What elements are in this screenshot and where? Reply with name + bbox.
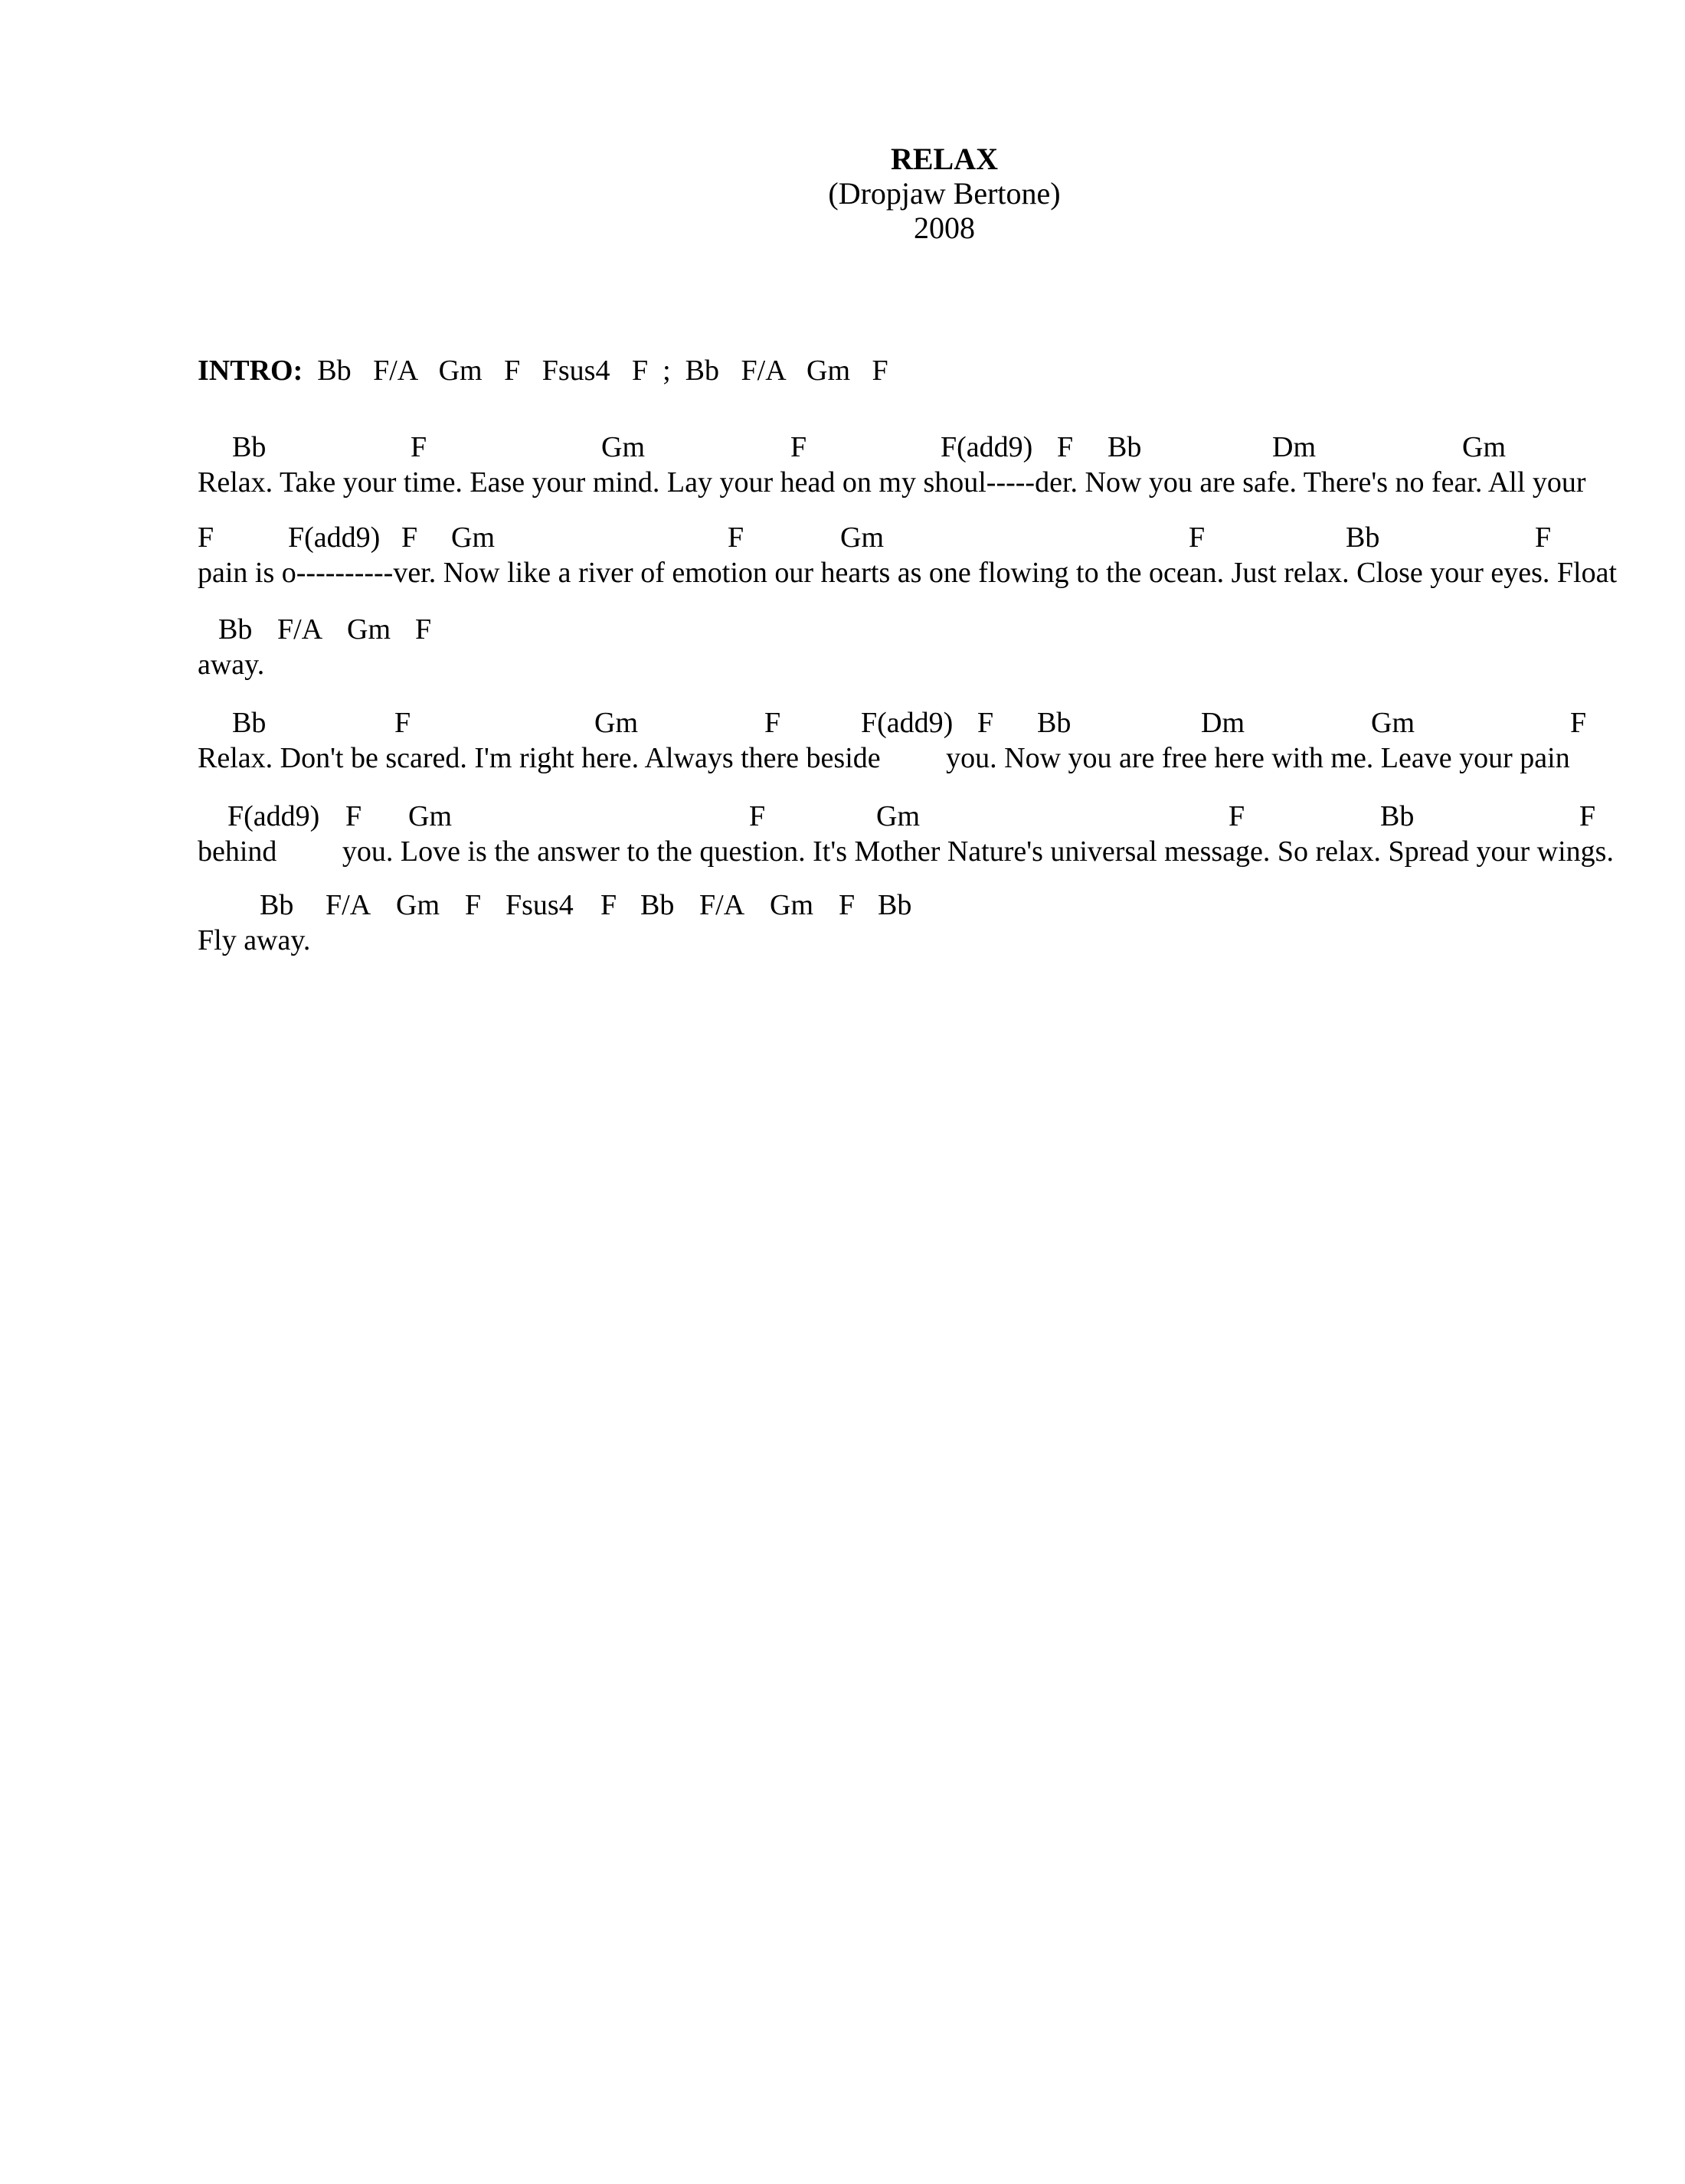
chord: F bbox=[839, 889, 856, 921]
chord: F bbox=[728, 521, 744, 554]
chord: F bbox=[764, 707, 781, 739]
intro-line bbox=[198, 354, 888, 387]
chord: Gm bbox=[594, 707, 638, 739]
chord: Bb bbox=[232, 431, 267, 463]
chord: F bbox=[1057, 431, 1074, 463]
chord: F bbox=[1229, 800, 1245, 832]
chord: F bbox=[1535, 521, 1552, 554]
chord: Bb bbox=[1380, 800, 1415, 832]
chord: F(add9) bbox=[288, 521, 381, 554]
chord: Bb bbox=[1037, 707, 1072, 739]
song-author: (Dropjaw Bertone) bbox=[828, 176, 1061, 211]
chord: Bb bbox=[218, 613, 253, 646]
intro-label: INTRO: bbox=[198, 355, 303, 387]
chord: F(add9) bbox=[227, 800, 320, 832]
chord: Gm bbox=[451, 521, 495, 554]
chord: Gm bbox=[1462, 431, 1506, 463]
chord: Gm bbox=[601, 431, 645, 463]
chord: F bbox=[394, 707, 411, 739]
song-title: RELAX bbox=[890, 142, 999, 176]
chord: F bbox=[411, 431, 427, 463]
chord: Gm bbox=[1371, 707, 1415, 739]
chord: F bbox=[198, 521, 214, 554]
chord: F(add9) bbox=[941, 431, 1033, 463]
chord: Bb bbox=[640, 889, 675, 921]
chord: F bbox=[1570, 707, 1587, 739]
chord: Bb bbox=[260, 889, 294, 921]
chord: F bbox=[790, 431, 807, 463]
chord: F/A bbox=[277, 613, 323, 646]
chord: Gm bbox=[840, 521, 884, 554]
chord: F bbox=[345, 800, 362, 832]
chord: F bbox=[977, 707, 994, 739]
chord: F/A bbox=[326, 889, 371, 921]
chord: F bbox=[600, 889, 617, 921]
chord: Gm bbox=[347, 613, 391, 646]
lyric-line: Fly away. bbox=[198, 924, 311, 956]
chord: Dm bbox=[1272, 431, 1316, 463]
chord: Bb bbox=[1108, 431, 1142, 463]
chord: Bb bbox=[1346, 521, 1380, 554]
song-year: 2008 bbox=[914, 211, 975, 245]
chord: F bbox=[749, 800, 766, 832]
chord: Fsus4 bbox=[506, 889, 574, 921]
lyric-line: away. bbox=[198, 649, 265, 681]
chord: F/A bbox=[699, 889, 745, 921]
chord: F bbox=[1189, 521, 1206, 554]
chord: F bbox=[415, 613, 432, 646]
chord: F bbox=[401, 521, 418, 554]
chord: F bbox=[1579, 800, 1596, 832]
chord: Gm bbox=[770, 889, 813, 921]
lyric-line: pain is o----------ver. Now like a river of emotion our hearts as one flowing to the ocean. Just relax. Close your eyes. Float bbox=[198, 557, 1618, 589]
chord: Bb bbox=[232, 707, 267, 739]
chord: F bbox=[465, 889, 482, 921]
lyric-line: Relax. Don't be scared. I'm right here. Always there beside you. Now you are free here with me. Leave your pain bbox=[198, 742, 1570, 774]
lyric-line: Relax. Take your time. Ease your mind. Lay your head on my shoul-----der. Now you are safe. There's no fear. All your bbox=[198, 466, 1586, 499]
chord: Gm bbox=[876, 800, 920, 832]
intro-chords: Bb F/A Gm F Fsus4 F ; Bb F/A Gm F bbox=[303, 355, 888, 387]
lyric-line: behind you. Love is the answer to the question. It's Mother Nature's universal message. So relax. Spread your wings. bbox=[198, 835, 1614, 868]
chord: F(add9) bbox=[861, 707, 954, 739]
chord: Dm bbox=[1201, 707, 1245, 739]
chord: Gm bbox=[396, 889, 440, 921]
chord: Gm bbox=[408, 800, 452, 832]
chord: Bb bbox=[878, 889, 912, 921]
